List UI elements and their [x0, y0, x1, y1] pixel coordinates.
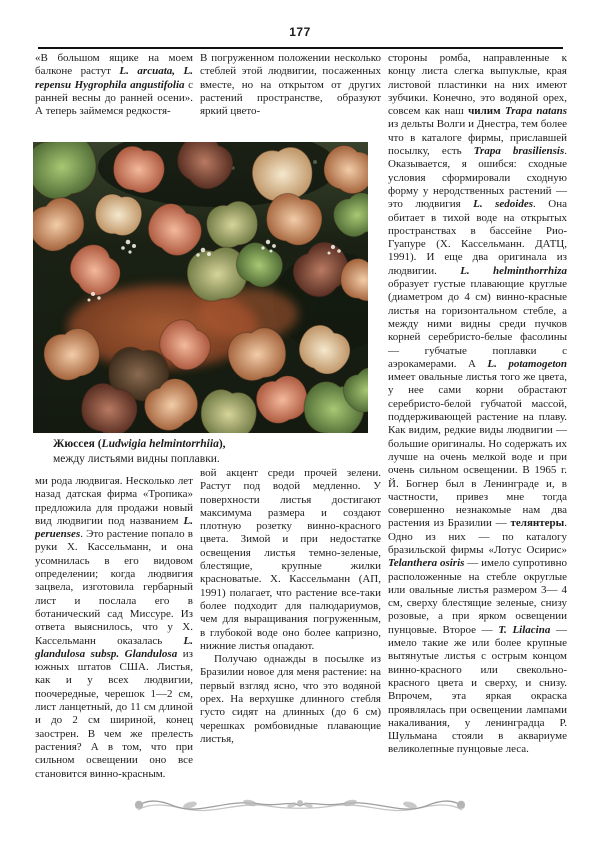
- figure-caption: [53, 437, 373, 467]
- text-block-middle-bottom: [200, 467, 381, 746]
- text-block-left-top: «В большом ящике на моем балконе растут L. arcuata, L. repensu Hygrophila angustifolia с ранней весны до ранней осени». А теперь займемся редкостя-: [35, 52, 194, 118]
- caption-subtitle: между листьями видны поплавки.: [53, 453, 220, 465]
- plant-photo: [33, 142, 368, 433]
- ornament-divider: [128, 793, 473, 819]
- text-block-left-bottom: ми рода людвигая. Несколько лет назад датская фирма «Тропика» предложила для продажи новый вид людвигии под названием L. peruenses. Это растение попало в руки Х. Кассельманн, и она усомнилась в его видовом определении; когда людвигия зацвела, изготовила гербарный лист и послала его в ботанический сад Миссуре. Из ответа выяснилось, что у Х. Кассельманн оказалась L. glandulosa subsp. Glandulosa из южных штатов США. Листья, как и у всех людвигии, поочередные, черешок 1—2 см, лист ланцетный, до 11 см длиной и до 2 см шириной, конец заострен. В чем же прелесть растения? А в том, что при сильном освещении оно все становится винно-красным.: [35, 475, 193, 780]
- middle-bottom-paragraph-2: Получаю однажды в посылке из Бразилии новое для меня растение: на первый взгляд ясно, что это водяной орех. На верхушке длинного стебля густо сидят на длинных (до 6 см) черешках ромбовидные плавающие листья,: [200, 653, 381, 745]
- text-block-right: стороны ромба, направленные к концу листа слегка выпуклые, края листовой пластинки на них имеют зубчики. Конечно, это водяной орех, совсем как наш чилим Trapa natans из дельты Волги и Днестра, тем более что в каталоге фирмы, приславшей посылку, есть Trapa brasiliensis. Оказывается, я ошибся: сходные условия сформировали сходную форму у неродственных растений — это людвигия L. sedoides. Она обитает в тихой воде на открытых пространствах в бассейне Рио-Гуапуре (Х. Кассельманн. ДАТЦ, 1991). И еще два оригинала из людвигии. L. helminthorrhiza образует густые плавающие круглые (диаметром до 4 см) винно-красные листья на горизонтальном стебле, а между ними видны среди пучков корней серебристо-белые фасолины — губчатые поплавки с аэрокамерами. А L. potamogeton имеет овальные листья того же цвета, у нее сами корни обрастают серебристо-белой губчатой массой, поддерживающей растение на плаву. Как видим, редкие виды людвигии — большие оригиналы. Но содержать их лучше на очень мелкой воде и при очень сильном освещении. В 1965 г. Й. Богнер был в Ленинграде и, в частности, привез мне тогда совершенно незнакомые нам два растения из Бразилии — телянтеры. Одно из них — по каталогу бразильской фирмы «Лотус Осирис» Telanthera osiris — имело супротивно расположенные на стебле округлые или овальные листья размером 3— 4 см, сверху блестящие зеленые, снизу розовые, а при ярком освещении пунцовые. Второе — T. Lilacina — имело такие же или более крупные вытянутые листья с острым концом винно-красного или свекольно-красного цвета и сверху, и снизу. Впрочем, эта яркая окраска проявлялась при освещении лампами накаливания, у ленинградца Р. Шульмана стояли в аквариуме великолепные пунцовые леса.: [388, 52, 568, 756]
- middle-bottom-paragraph-1: вой акцент среди прочей зелени. Растут под водой медленно. У поверхности листья достигают максимума размера и создают плотную розетку винно-красного цвета. Зимой и при недостатке освещения листья темно-зеленые, блестящие, крупные жилки красноватые. Х. Кассельманн (АП, 1991) полагает, что растение все-таки более подходит для палюдариумов, чем для выращивания погруженным, в глубокой воде оно более капризно, нижние листья опадают.: [200, 467, 381, 652]
- caption-title: Жюссея (Ludwigia helmintorrhiia),: [53, 438, 226, 450]
- header-rule: [38, 47, 563, 49]
- page-number: 177: [289, 25, 311, 39]
- flourish-icon: [128, 793, 473, 819]
- plant-photo-figure: [33, 142, 368, 433]
- text-block-middle-top: В погруженном положении несколько стеблей этой людвигии, посаженных вместе, но на открытом от других растений пространстве, образуют яркий цвето-: [200, 52, 381, 118]
